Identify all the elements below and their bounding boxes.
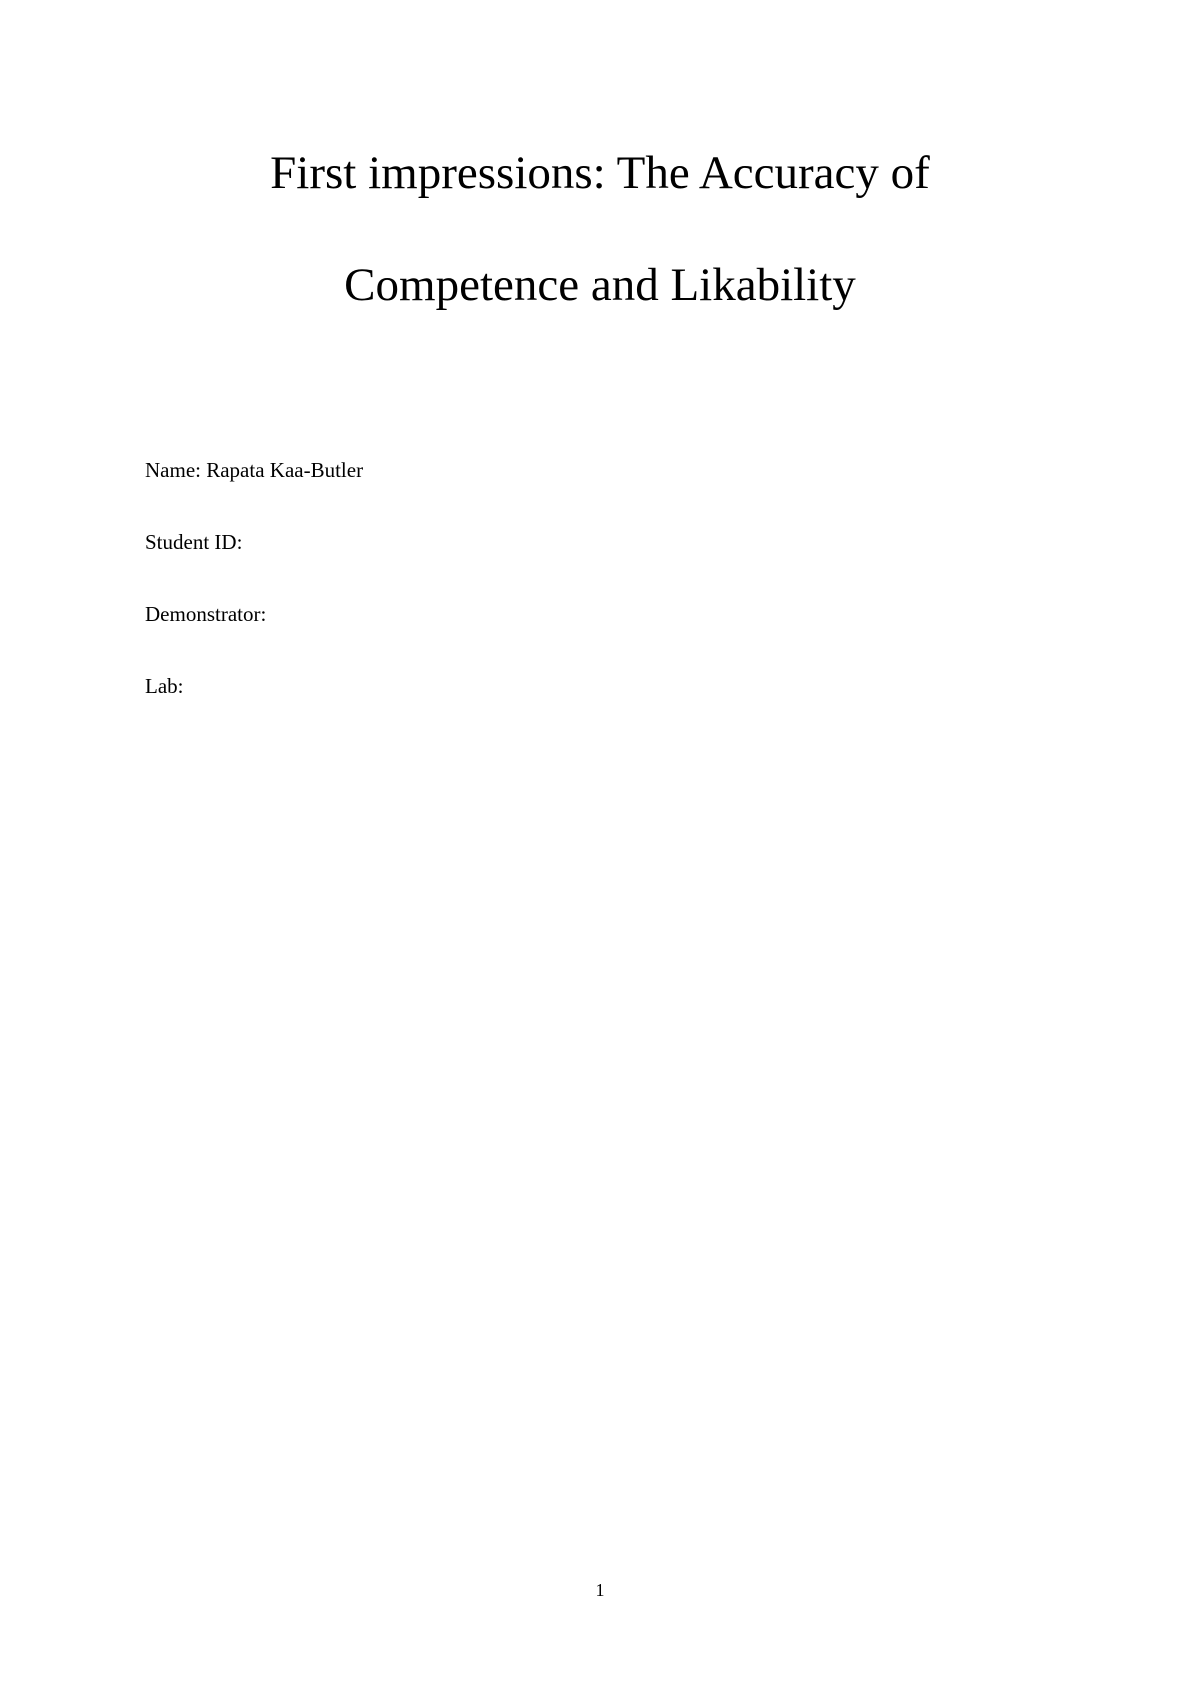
demonstrator-field: Demonstrator: <box>145 602 267 626</box>
title-line-1: First impressions: The Accuracy of <box>270 147 930 199</box>
name-field: Name: Rapata Kaa-Butler <box>145 458 364 482</box>
student-id-field: Student ID: <box>145 530 243 554</box>
title-line-2: Competence and Likability <box>344 259 856 311</box>
lab-field: Lab: <box>145 674 184 698</box>
page-number: 1 <box>595 1580 605 1600</box>
